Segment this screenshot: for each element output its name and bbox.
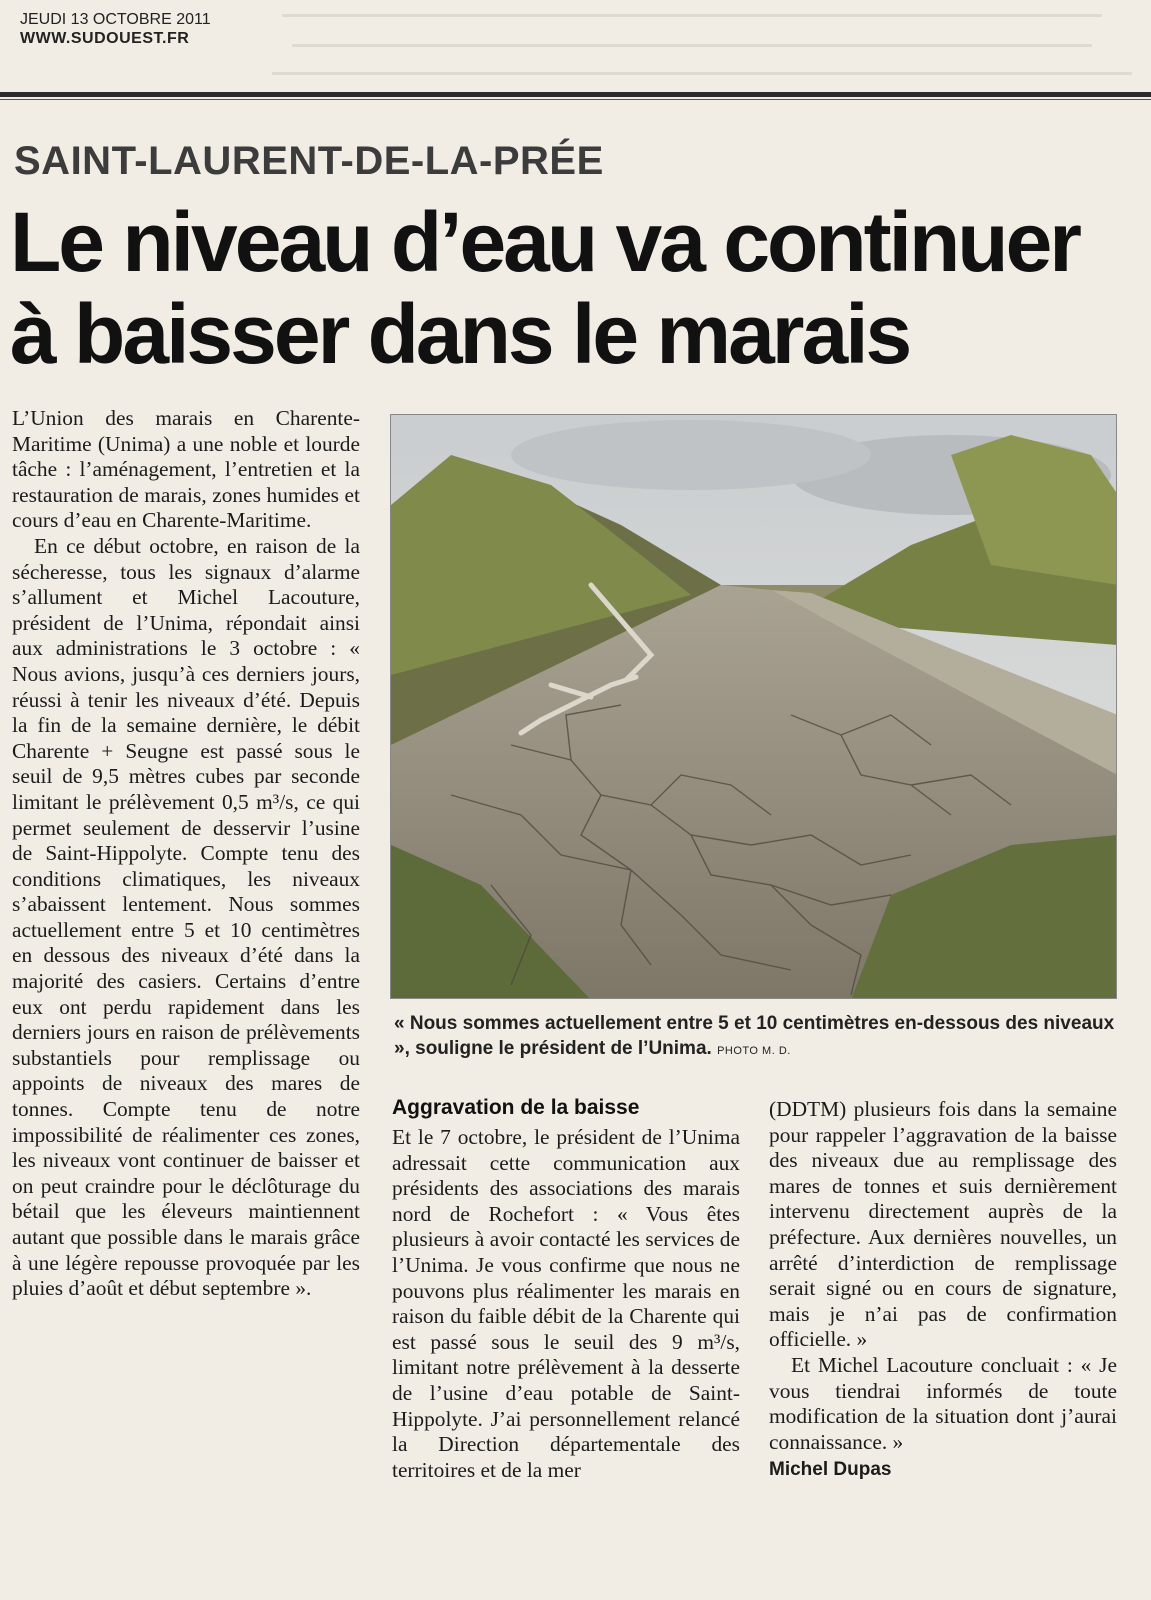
author-byline: Michel Dupas: [769, 1459, 892, 1481]
paragraph: L’Union des marais en Charente-Maritime (Unima) a une noble et lourde tâche : l’aménagement, l’entretien et la restauration de marais, zones humides et cours d’eau en Charente-Maritime.: [12, 406, 360, 533]
photo-caption: [394, 1011, 1134, 1064]
headline-line-2: à baisser dans le marais: [10, 287, 910, 381]
photo-dry-marsh: [390, 414, 1117, 999]
headline-line-1: Le niveau d’eau va continuer: [10, 195, 1079, 289]
header-rule-thin: [0, 99, 1151, 100]
caption-text: « Nous sommes actuellement entre 5 et 10 centimètres en-dessous des niveaux », souligne le président de l’Unima.: [394, 1013, 1115, 1059]
header-rule: [0, 92, 1151, 97]
paragraph: En ce début octobre, en raison de la sécheresse, tous les signaux d’alarme s’allument et Michel Lacouture, président de l’Unima, répondait ainsi aux administrations le 3 octobre : « Nous avions, jusqu’à ces derniers jours, réussi à tenir les niveaux d’été. Depuis la fin de la semaine dernière, le débit Charente + Seugne est passé sous le seuil de 9,5 mètres cubes par seconde limitant le prélèvement 0,5 m³/s, ce qui permet seulement de desservir l’usine de Saint-Hippolyte. Compte tenu des conditions climatiques, les niveaux s’abaissent lentement. Nous sommes actuellement entre 5 et 10 centimètres en dessous des niveaux d’été dans la majorité des casiers. Certains d’entre eux ont perdu rapidement dans les derniers jours en raison de prélèvements substantiels pour remplissage ou appoints de niveaux des mares de tonnes. Compte tenu de notre impossibilité de réalimenter ces zones, les niveaux vont continuer de baisser et on peut craindre pour le déclôturage du bétail que les éleveurs maintiennent autant que possible dans le marais grâce à une légère repousse provoquée par les pluies d’août et début septembre ».: [12, 533, 360, 1301]
article-column-3: [769, 1097, 1117, 1483]
paragraph: (DDTM) plusieurs fois dans la semaine pour rappeler l’aggravation de la baisse des niveaux due au remplissage des mares de tonnes et suis dernièrement intervenu directement auprès de la préfecture. Aux dernières nouvelles, un arrêté d’interdiction de remplissage serait signé ou en cours de signature, mais je n’ai pas de confirmation officielle. »: [769, 1097, 1117, 1352]
issue-date: JEUDI 13 OCTOBRE 2011: [20, 11, 211, 28]
subheading: Aggravation de la baisse: [392, 1096, 640, 1119]
dateline: [20, 10, 260, 48]
adjacent-article-bleed: [262, 0, 1151, 100]
article-column-2: [392, 1125, 740, 1483]
website-url: WWW.SUDOUEST.FR: [20, 30, 190, 47]
article-column-1: [12, 406, 360, 1302]
photo-credit: PHOTO M. D.: [717, 1045, 791, 1057]
headline: [10, 196, 1150, 380]
paragraph: Et Michel Lacouture concluait : « Je vous tiendrai informés de toute modification de la situation dont j’aurai connaissance. »: [769, 1352, 1117, 1454]
paragraph: Et le 7 octobre, le président de l’Unima adressait cette communication aux présidents des associations des marais nord de Rochefort : « Vous êtes plusieurs à avoir contacté les services de l’Unima. Je vous confirme que nous ne pouvons plus réalimenter les marais en raison du faible débit de la Charente qui est passé sous le seuil des 9 m³/s, limitant notre prélèvement à la desserte de l’usine d’eau potable de Saint-Hippolyte. J’ai personnellement relancé la Direction départementale des territoires et de la mer: [392, 1125, 740, 1482]
location-kicker: SAINT-LAURENT-DE-LA-PRÉE: [14, 139, 604, 183]
bleed-texture: [262, 0, 1151, 100]
photo-illustration: [391, 415, 1117, 999]
